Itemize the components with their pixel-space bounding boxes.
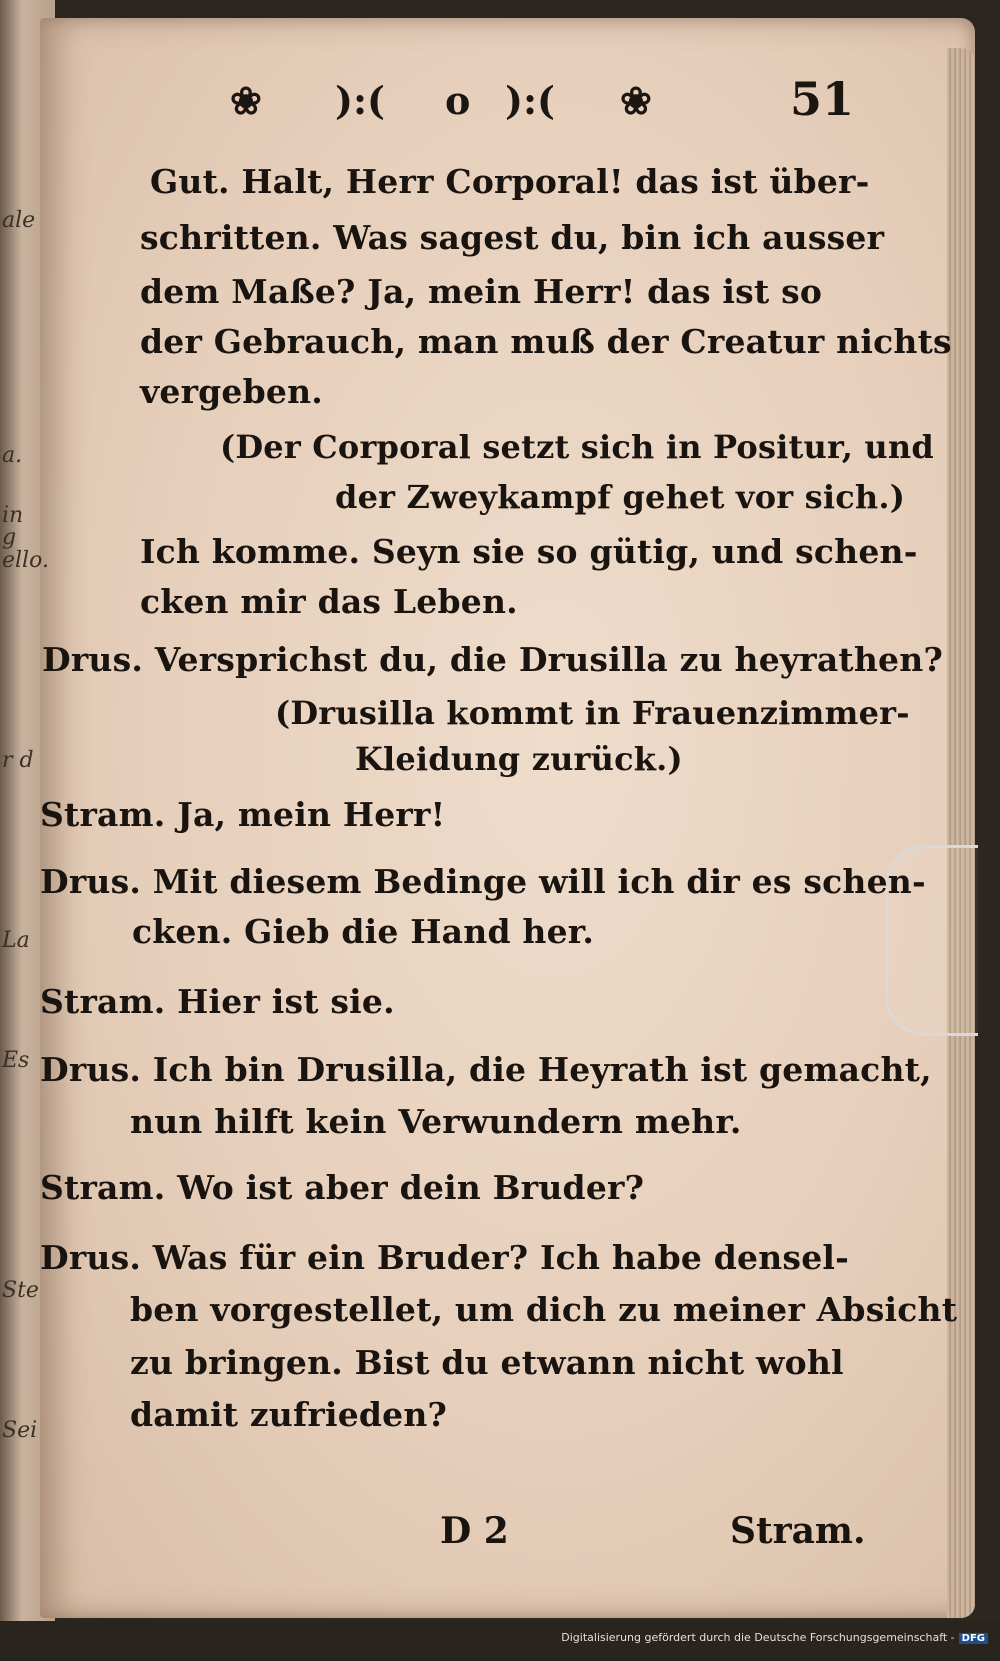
text-line: zu bringen. Bist du etwann nicht wohl xyxy=(130,1343,844,1382)
speech-line: Drus. Versprichst du, die Drusilla zu heyrathen? xyxy=(42,640,943,679)
margin-fragment: a. xyxy=(2,443,23,468)
dfg-logo: DFG xyxy=(959,1633,988,1644)
ornament-right-icon: ❀ xyxy=(620,78,652,123)
text-line: Ich komme. Seyn sie so gütig, und schen- xyxy=(140,532,918,571)
text-line: der Gebrauch, man muß der Creatur nichts xyxy=(140,322,952,361)
text-line: dem Maße? Ja, mein Herr! das ist so xyxy=(140,272,823,311)
stage-direction: der Zweykampf gehet vor sich.) xyxy=(335,478,906,516)
speech-line: Drus. Ich bin Drusilla, die Heyrath ist gemacht, xyxy=(40,1050,932,1089)
margin-fragment: Ste xyxy=(2,1278,39,1303)
text-line: cken. Gieb die Hand her. xyxy=(132,912,595,951)
margin-fragment: ale xyxy=(2,208,36,233)
speech-line: Stram. Wo ist aber dein Bruder? xyxy=(40,1168,645,1207)
banner-text xyxy=(561,1631,988,1644)
speech-line: Drus. Mit diesem Bedinge will ich dir es schen- xyxy=(40,862,926,901)
text-line: nun hilft kein Verwundern mehr. xyxy=(130,1102,742,1141)
margin-fragment: in g xyxy=(2,503,24,550)
stage-direction: (Der Corporal setzt sich in Positur, und xyxy=(220,428,934,466)
ornament-center-icon: o xyxy=(445,78,471,123)
text-line: vergeben. xyxy=(140,372,323,411)
speech-line: Stram. Hier ist sie. xyxy=(40,982,395,1021)
banner-label: Digitalisierung gefördert durch die Deutsche Forschungsgemeinschaft - xyxy=(561,1631,955,1644)
margin-fragment: La xyxy=(2,928,30,953)
text-line: schritten. Was sagest du, bin ich ausser xyxy=(140,218,885,257)
ornament-bracket-right: ):( xyxy=(505,78,555,123)
margin-fragment: Es xyxy=(2,1048,30,1073)
ornament-left-icon: ❀ xyxy=(230,78,262,123)
stage-direction: (Drusilla kommt in Frauenzimmer- xyxy=(275,694,910,732)
ornament-bracket-left: ):( xyxy=(335,78,385,123)
margin-fragment: r d xyxy=(2,748,34,773)
speech-line: Drus. Was für ein Bruder? Ich habe densel- xyxy=(40,1238,850,1277)
text-line: damit zufrieden? xyxy=(130,1395,448,1434)
speech-line: Stram. Ja, mein Herr! xyxy=(40,795,446,834)
text-line: cken mir das Leben. xyxy=(140,582,518,621)
margin-fragment: Sei xyxy=(2,1418,38,1443)
digitization-banner xyxy=(0,1621,1000,1661)
catchword: Stram. xyxy=(730,1510,866,1552)
text-line: Gut. Halt, Herr Corporal! das ist über- xyxy=(150,162,870,201)
stage-direction: Kleidung zurück.) xyxy=(355,740,683,778)
margin-fragment: ello. xyxy=(2,548,49,573)
signature-mark: D 2 xyxy=(440,1510,509,1552)
page-number: 51 xyxy=(790,72,855,126)
text-line: ben vorgestellet, um dich zu meiner Absicht xyxy=(130,1290,958,1329)
